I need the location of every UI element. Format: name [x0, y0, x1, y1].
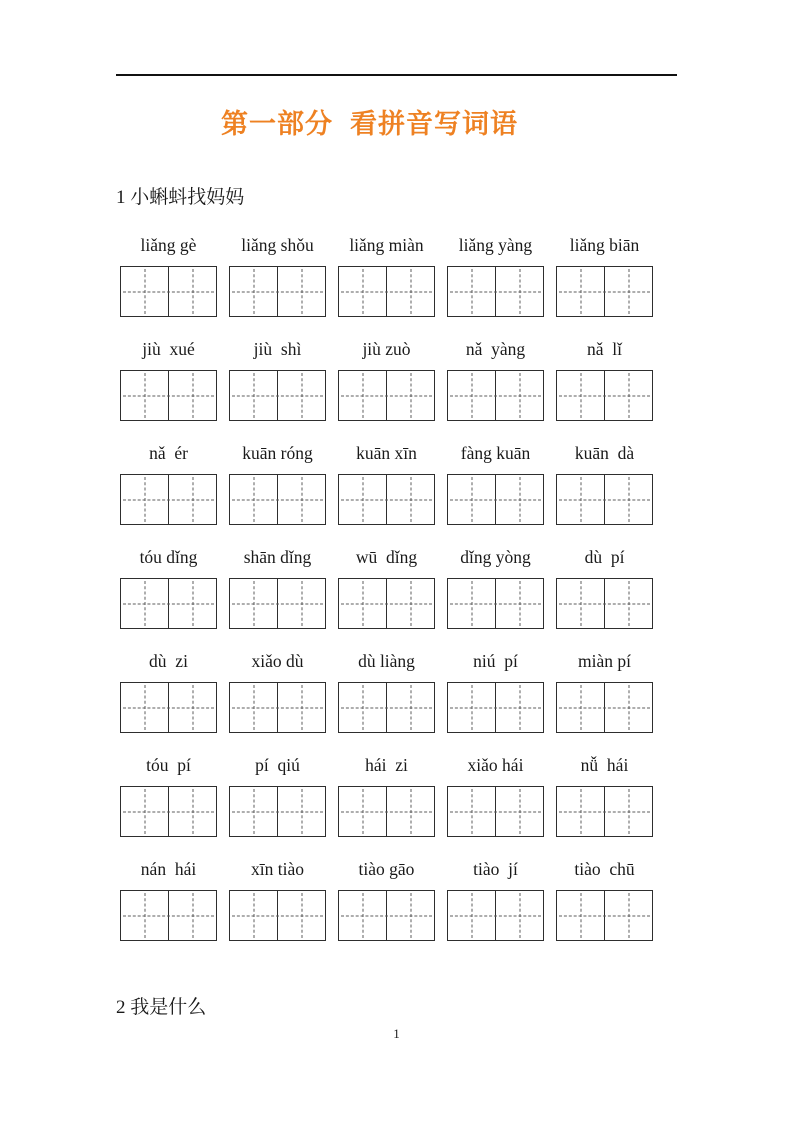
pinyin-label: wū dǐng: [355, 547, 418, 567]
pinyin-label: tiào chū: [574, 859, 635, 879]
writing-grid-pair: [447, 370, 544, 421]
word-item: [120, 545, 217, 629]
grid-horizontal-dashed-line: [123, 499, 214, 500]
word-item: [447, 857, 544, 941]
word-row: [120, 753, 653, 837]
word-item: [120, 233, 217, 317]
writing-grid-pair: [447, 786, 544, 837]
word-row: [120, 857, 653, 941]
pinyin-label: tóu pí: [146, 755, 191, 775]
pinyin-label: liǎng yàng: [458, 235, 533, 255]
pinyin-label: tóu dǐng: [139, 547, 198, 567]
word-item: [556, 545, 653, 629]
pinyin-label: jiù shì: [253, 339, 302, 359]
pinyin-label: nǎ lǐ: [587, 339, 622, 359]
pinyin-label: nán hái: [140, 859, 197, 879]
pinyin-label: shān dǐng: [243, 547, 312, 567]
pinyin-label: kuān róng: [242, 443, 313, 463]
writing-grid-pair: [229, 890, 326, 941]
grid-horizontal-dashed-line: [450, 707, 541, 708]
word-row: [120, 441, 653, 525]
pinyin-label: dù liàng: [358, 651, 415, 671]
writing-grid-pair: [120, 890, 217, 941]
word-item: [556, 649, 653, 733]
writing-grid-pair: [120, 370, 217, 421]
writing-grid-pair: [120, 578, 217, 629]
word-row: [120, 233, 653, 317]
writing-grid-pair: [447, 578, 544, 629]
pinyin-label: dù zi: [149, 651, 188, 671]
grid-horizontal-dashed-line: [341, 707, 432, 708]
writing-grid-pair: [229, 682, 326, 733]
grid-horizontal-dashed-line: [559, 395, 650, 396]
writing-grid-pair: [338, 682, 435, 733]
pinyin-label: jiù zuò: [362, 339, 411, 359]
word-item: [338, 337, 435, 421]
grid-horizontal-dashed-line: [450, 291, 541, 292]
writing-grid-pair: [556, 786, 653, 837]
pinyin-label: nǎ yàng: [465, 339, 526, 359]
lesson-1-heading: 1 小蝌蚪找妈妈: [116, 187, 245, 208]
word-item: [338, 649, 435, 733]
word-item: [447, 337, 544, 421]
word-item: [447, 233, 544, 317]
word-item: [229, 753, 326, 837]
grid-horizontal-dashed-line: [559, 707, 650, 708]
word-grid-section: [120, 233, 653, 961]
writing-grid-pair: [229, 266, 326, 317]
pinyin-label: kuān dà: [574, 443, 635, 463]
word-item: [120, 857, 217, 941]
word-item: [447, 545, 544, 629]
writing-grid-pair: [338, 370, 435, 421]
pinyin-label: dù pí: [584, 547, 625, 567]
grid-horizontal-dashed-line: [341, 291, 432, 292]
pinyin-label: nǎ ér: [149, 443, 188, 463]
writing-grid-pair: [229, 578, 326, 629]
grid-horizontal-dashed-line: [123, 915, 214, 916]
pinyin-label: liǎng gè: [140, 235, 197, 255]
word-item: [229, 857, 326, 941]
grid-horizontal-dashed-line: [232, 707, 323, 708]
grid-horizontal-dashed-line: [123, 811, 214, 812]
grid-horizontal-dashed-line: [341, 603, 432, 604]
grid-horizontal-dashed-line: [341, 915, 432, 916]
word-row: [120, 337, 653, 421]
word-item: [120, 441, 217, 525]
word-item: [556, 441, 653, 525]
writing-grid-pair: [447, 682, 544, 733]
grid-horizontal-dashed-line: [450, 395, 541, 396]
word-item: [447, 441, 544, 525]
word-item: [556, 233, 653, 317]
writing-grid-pair: [447, 890, 544, 941]
writing-grid-pair: [120, 682, 217, 733]
grid-horizontal-dashed-line: [341, 499, 432, 500]
pinyin-label: kuān xīn: [356, 443, 417, 463]
lesson-2-heading: 2 我是什么: [116, 997, 207, 1018]
grid-horizontal-dashed-line: [232, 603, 323, 604]
word-item: [120, 337, 217, 421]
writing-grid-pair: [447, 474, 544, 525]
word-item: [120, 649, 217, 733]
header-rule: [116, 74, 677, 76]
word-item: [338, 545, 435, 629]
grid-horizontal-dashed-line: [450, 811, 541, 812]
word-row: [120, 649, 653, 733]
grid-horizontal-dashed-line: [559, 291, 650, 292]
page-number: 1: [393, 1026, 400, 1041]
writing-grid-pair: [120, 266, 217, 317]
word-item: [338, 857, 435, 941]
word-row: [120, 545, 653, 629]
grid-horizontal-dashed-line: [232, 499, 323, 500]
pinyin-label: xiǎo hái: [467, 755, 524, 775]
word-item: [556, 753, 653, 837]
word-item: [338, 233, 435, 317]
grid-horizontal-dashed-line: [232, 291, 323, 292]
grid-horizontal-dashed-line: [559, 499, 650, 500]
writing-grid-pair: [338, 266, 435, 317]
writing-grid-pair: [338, 578, 435, 629]
writing-grid-pair: [229, 474, 326, 525]
pinyin-label: liǎng biān: [569, 235, 640, 255]
grid-horizontal-dashed-line: [123, 395, 214, 396]
word-item: [447, 649, 544, 733]
grid-horizontal-dashed-line: [232, 395, 323, 396]
grid-horizontal-dashed-line: [123, 603, 214, 604]
grid-horizontal-dashed-line: [450, 915, 541, 916]
writing-grid-pair: [447, 266, 544, 317]
writing-grid-pair: [556, 370, 653, 421]
pinyin-label: liǎng shǒu: [241, 235, 314, 255]
pinyin-label: xiǎo dù: [251, 651, 304, 671]
word-item: [447, 753, 544, 837]
writing-grid-pair: [556, 578, 653, 629]
writing-grid-pair: [556, 474, 653, 525]
grid-horizontal-dashed-line: [232, 811, 323, 812]
pinyin-label: pí qiú: [255, 755, 300, 775]
grid-horizontal-dashed-line: [450, 499, 541, 500]
writing-grid-pair: [120, 474, 217, 525]
word-item: [556, 337, 653, 421]
grid-horizontal-dashed-line: [559, 603, 650, 604]
pinyin-label: tiào gāo: [358, 859, 415, 879]
pinyin-label: tiào jí: [473, 859, 518, 879]
grid-horizontal-dashed-line: [559, 915, 650, 916]
word-item: [229, 233, 326, 317]
word-item: [338, 441, 435, 525]
word-item: [120, 753, 217, 837]
grid-horizontal-dashed-line: [341, 395, 432, 396]
pinyin-label: miàn pí: [578, 651, 631, 671]
writing-grid-pair: [338, 890, 435, 941]
pinyin-label: hái zi: [365, 755, 408, 775]
pinyin-label: niú pí: [473, 651, 518, 671]
word-item: [229, 649, 326, 733]
grid-horizontal-dashed-line: [123, 707, 214, 708]
word-item: [229, 337, 326, 421]
pinyin-label: liǎng miàn: [349, 235, 424, 255]
word-item: [338, 753, 435, 837]
writing-grid-pair: [120, 786, 217, 837]
writing-grid-pair: [556, 890, 653, 941]
writing-grid-pair: [556, 266, 653, 317]
writing-grid-pair: [229, 370, 326, 421]
writing-grid-pair: [338, 474, 435, 525]
pinyin-label: dǐng yòng: [460, 547, 531, 567]
grid-horizontal-dashed-line: [450, 603, 541, 604]
grid-horizontal-dashed-line: [341, 811, 432, 812]
pinyin-label: jiù xué: [142, 339, 195, 359]
pinyin-label: xīn tiào: [251, 859, 304, 879]
writing-grid-pair: [338, 786, 435, 837]
writing-grid-pair: [229, 786, 326, 837]
grid-horizontal-dashed-line: [123, 291, 214, 292]
page-title: 第一部分 看拼音写词语: [221, 109, 519, 139]
word-item: [229, 545, 326, 629]
pinyin-label: fàng kuān: [460, 443, 531, 463]
word-item: [229, 441, 326, 525]
grid-horizontal-dashed-line: [232, 915, 323, 916]
pinyin-label: nǚ hái: [580, 755, 629, 775]
writing-grid-pair: [556, 682, 653, 733]
grid-horizontal-dashed-line: [559, 811, 650, 812]
word-item: [556, 857, 653, 941]
